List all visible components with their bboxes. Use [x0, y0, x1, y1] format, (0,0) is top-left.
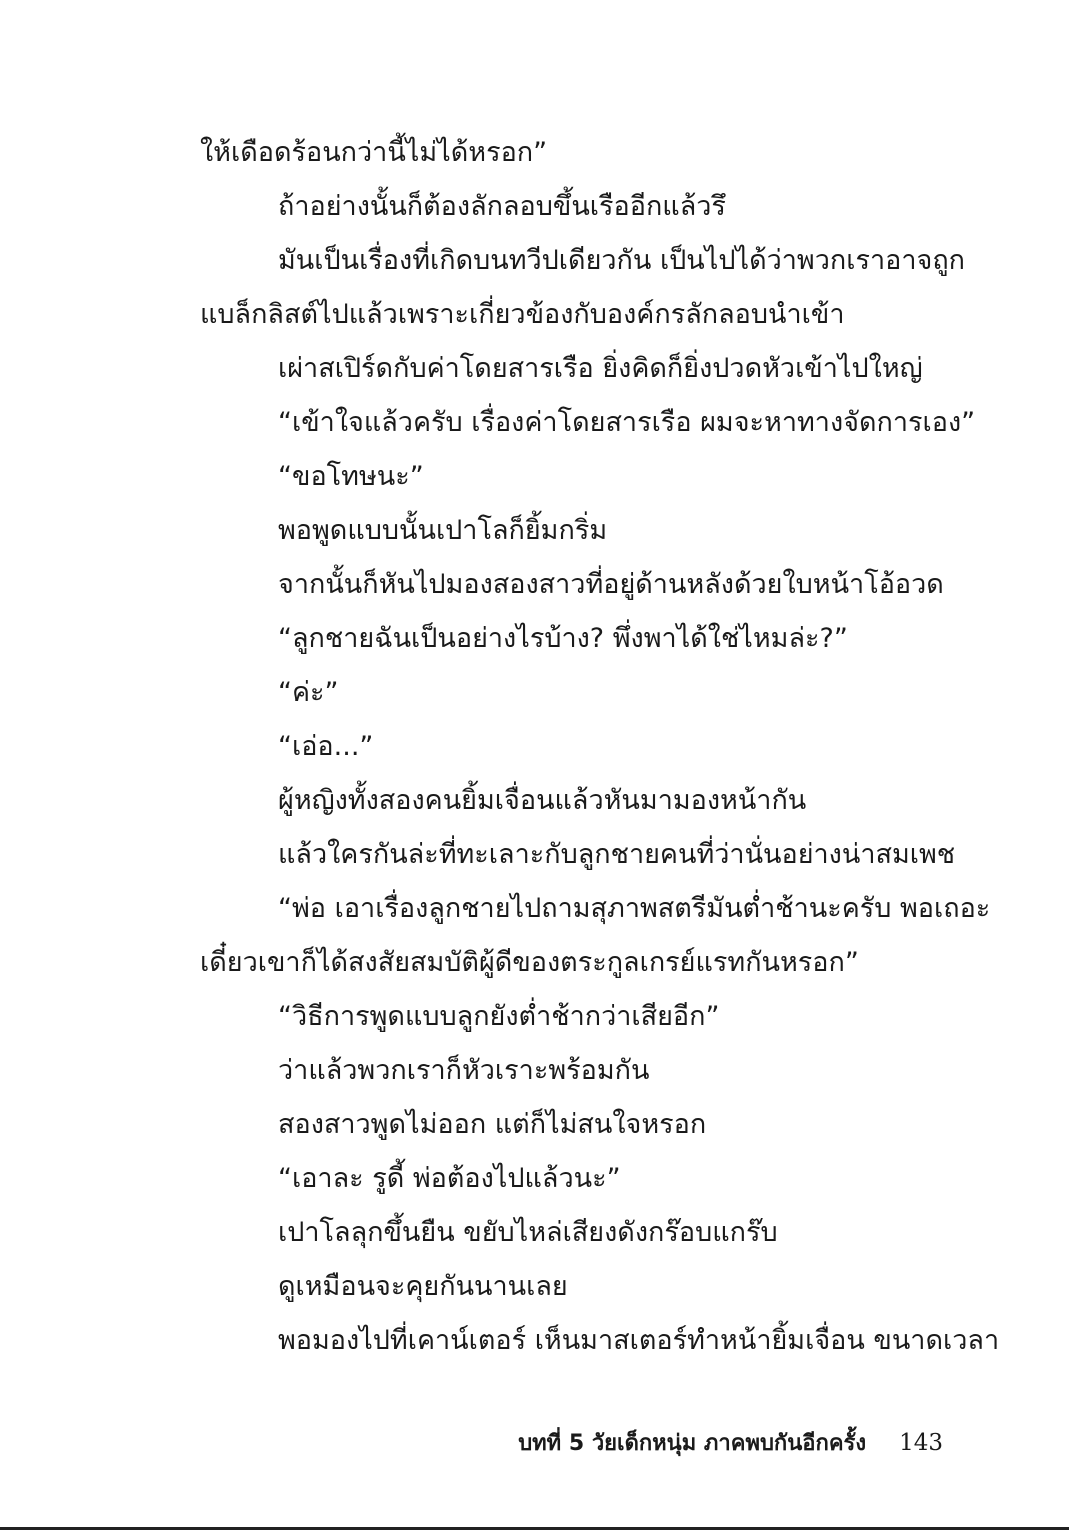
text-line: แล้วใครกันล่ะที่ทะเลาะกับลูกชายคนที่ว่านั่นอย่างน่าสมเพช — [278, 839, 956, 870]
text-line: ว่าแล้วพวกเราก็หัวเราะพร้อมกัน — [278, 1055, 650, 1086]
text-line: ถ้าอย่างนั้นก็ต้องลักลอบขึ้นเรืออีกแล้วรึ — [278, 191, 726, 222]
text-line: เปาโลลุกขึ้นยืน ขยับไหล่เสียงดังกร๊อบแกร๊บ — [278, 1217, 778, 1248]
text-line: สองสาวพูดไม่ออก แต่ก็ไม่สนใจหรอก — [278, 1109, 707, 1140]
text-line: ให้เดือดร้อนกว่านี้ไม่ได้หรอก” — [200, 137, 548, 168]
text-line: “เข้าใจแล้วครับ เรื่องค่าโดยสารเรือ ผมจะหาทางจัดการเอง” — [278, 407, 976, 438]
text-line: “ค่ะ” — [278, 677, 339, 708]
text-line: แบล็กลิสต์ไปแล้วเพราะเกี่ยวข้องกับองค์กรลักลอบนำเข้า — [200, 299, 845, 330]
chapter-title: บทที่ 5 วัยเด็กหนุ่ม ภาคพบกันอีกครั้ง — [518, 1431, 867, 1456]
text-line: พอพูดแบบนั้นเปาโลก็ยิ้มกริ่ม — [278, 515, 608, 546]
text-line: “เอ่อ...” — [278, 731, 374, 762]
bottom-rule — [0, 1527, 1069, 1530]
text-line: “เอาละ รูดี้ พ่อต้องไปแล้วนะ” — [278, 1163, 621, 1194]
text-line: จากนั้นก็หันไปมองสองสาวที่อยู่ด้านหลังด้วยใบหน้าโอ้อวด — [278, 569, 944, 600]
text-line: “ขอโทษนะ” — [278, 461, 424, 492]
text-line: พอมองไปที่เคาน์เตอร์ เห็นมาสเตอร์ทำหน้ายิ้มเจื่อน ขนาดเวลา — [278, 1325, 1000, 1356]
text-line: มันเป็นเรื่องที่เกิดบนทวีปเดียวกัน เป็นไปได้ว่าพวกเราอาจถูก — [278, 245, 966, 276]
text-line: เดี๋ยวเขาก็ได้สงสัยสมบัติผู้ดีของตระกูลเกรย์แรทกันหรอก” — [200, 947, 859, 978]
text-line: เผ่าสเปิร์ดกับค่าโดยสารเรือ ยิ่งคิดก็ยิ่งปวดหัวเข้าไปใหญ่ — [278, 353, 923, 384]
page-number: 143 — [899, 1430, 943, 1456]
text-line: “ลูกชายฉันเป็นอย่างไรบ้าง? พึ่งพาได้ใช่ไหมล่ะ?” — [278, 623, 848, 654]
text-line: “วิธีการพูดแบบลูกยังต่ำช้ากว่าเสียอีก” — [278, 1001, 720, 1032]
text-line: ผู้หญิงทั้งสองคนยิ้มเจื่อนแล้วหันมามองหน้ากัน — [278, 785, 807, 816]
body-text — [200, 126, 1000, 1368]
text-line: ดูเหมือนจะคุยกันนานเลย — [278, 1271, 568, 1302]
page-footer — [518, 1421, 943, 1465]
text-line: “พ่อ เอาเรื่องลูกชายไปถามสุภาพสตรีมันต่ำช้านะครับ พอเถอะ — [278, 893, 991, 924]
